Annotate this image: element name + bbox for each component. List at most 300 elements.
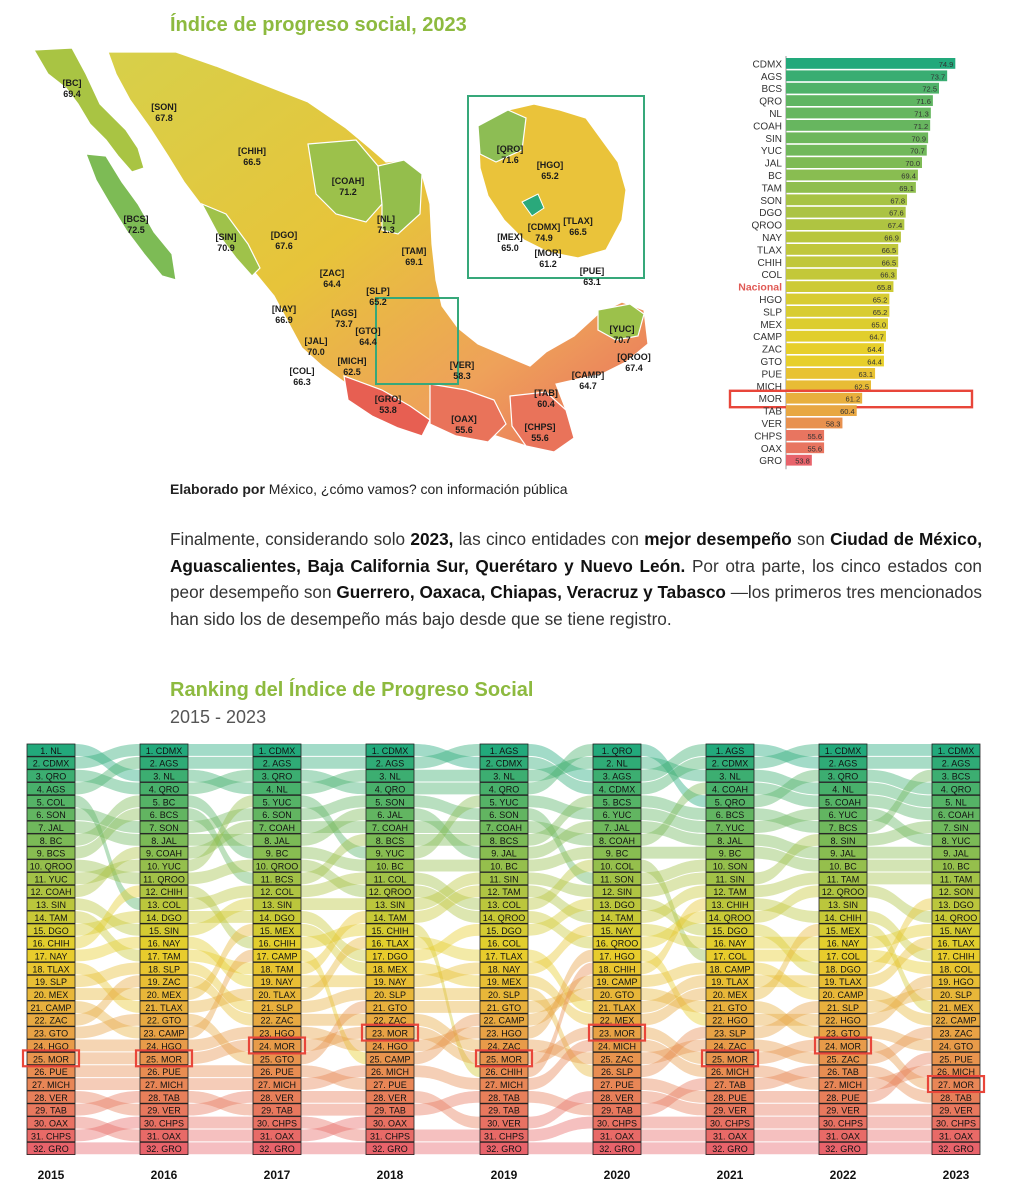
rank-cell-label: 26. PUE xyxy=(260,1067,294,1078)
bar-value-label: 65.2 xyxy=(872,307,888,317)
map-label xyxy=(377,214,395,235)
bar-value-label: 63.1 xyxy=(858,369,874,379)
rank-flow-band xyxy=(414,988,480,1000)
rank-cell-label: 11. QROO xyxy=(143,874,185,885)
rank-cell-label: 19. NAY xyxy=(373,977,407,988)
rank-cell-label: 2. AGS xyxy=(828,758,858,769)
rank-cell-label: 19. ZAC xyxy=(147,977,181,988)
rank-cell-label: 6. SON xyxy=(262,810,292,821)
bar-category-label: OAX xyxy=(760,443,782,455)
rank-cell-label: 15. MEX xyxy=(259,925,295,936)
rank-flow-band xyxy=(414,860,480,872)
rank-cell-label: 7. SIN xyxy=(943,822,969,833)
bar-category-label: AGS xyxy=(760,71,782,83)
rank-cell-label: 19. HGO xyxy=(938,977,974,988)
rank-cell-label: 4. CDMX xyxy=(598,784,636,795)
rank-cell-label: 21. TLAX xyxy=(598,1002,636,1013)
bar-category-label: Nacional xyxy=(738,281,782,294)
rank-cell-label: 20. MEX xyxy=(712,990,748,1000)
rank-flow-band xyxy=(414,1001,480,1013)
rank-cell-label: 7. COAH xyxy=(258,822,296,833)
rank-cell-label: 21. SLP xyxy=(260,1002,294,1013)
rank-cell-label: 13. SIN xyxy=(35,900,67,911)
rank-cell-label: 22. MEX xyxy=(599,1015,635,1026)
rank-cell-label: 2. AGS xyxy=(941,758,971,769)
rank-flow-band xyxy=(867,860,932,872)
map-label-code: [SLP] xyxy=(366,286,390,296)
rank-cell-label: 32. GRO xyxy=(146,1144,182,1155)
map-label-code: [VER] xyxy=(449,360,475,370)
rank-cell-label: 3. NL xyxy=(719,771,741,782)
rank-flow-band xyxy=(754,1091,819,1103)
rank-cell-label: 18. DGO xyxy=(825,964,861,975)
map-label xyxy=(580,266,605,287)
rank-cell-label: 13. SIN xyxy=(261,900,293,911)
map-label xyxy=(63,78,82,99)
rank-cell-label: 24. ZAC xyxy=(713,1041,747,1052)
bar-value-label: 64.4 xyxy=(867,345,882,355)
rank-cell-label: 9. JAL xyxy=(943,848,969,859)
rank-cell-label: 32. GRO xyxy=(938,1144,974,1155)
map-label-code: [QROO] xyxy=(617,352,651,362)
bar xyxy=(786,120,930,131)
rank-cell-label: 28. VER xyxy=(260,1092,294,1103)
bar-value-label: 65.8 xyxy=(876,283,892,293)
map-label-value: 61.2 xyxy=(539,259,557,269)
map-label-value: 67.8 xyxy=(155,113,173,123)
rank-cell-label: 12. TAM xyxy=(713,887,747,898)
rank-cell-label: 16. NAY xyxy=(713,938,747,949)
rank-cell-label: 5. YUC xyxy=(262,797,292,808)
bar-category-label: HGO xyxy=(759,295,782,306)
rank-cell-label: 23. GTO xyxy=(33,1028,69,1039)
rank-cell-label: 1. QRO xyxy=(601,745,633,756)
rank-cell-label: 19. CAMP xyxy=(596,977,638,988)
rank-cell-label: 10. COL xyxy=(600,861,634,872)
rank-cell-label: 7. BCS xyxy=(828,822,858,833)
rank-cell-label: 23. MOR xyxy=(371,1028,409,1039)
rank-flow-band xyxy=(641,1130,706,1142)
mexico-map xyxy=(26,44,666,474)
rank-cell-label: 24. MOR xyxy=(824,1041,862,1052)
rank-flow-band xyxy=(867,744,932,756)
rank-cell-label: 27. MICH xyxy=(484,1079,524,1090)
map-label xyxy=(450,360,475,381)
map-label-value: 53.8 xyxy=(379,405,397,415)
rank-cell-label: 28. PUE xyxy=(713,1092,747,1103)
rank-cell-label: 24. HGO xyxy=(33,1041,69,1052)
rank-flow-band xyxy=(301,1014,366,1026)
map-label-value: 58.3 xyxy=(453,371,471,381)
rank-cell-label: 32. GRO xyxy=(712,1144,748,1155)
rank-cell-label: 13. DGO xyxy=(599,900,635,911)
rank-cell-label: 20. TLAX xyxy=(258,990,296,1000)
rank-cell-label: 9. YUC xyxy=(375,848,405,859)
rank-cell-label: 32. GRO xyxy=(486,1144,522,1155)
paragraph-emphasis: Guerrero, Oaxaca, Chiapas, Veracruz y Tabasco xyxy=(336,582,726,603)
rank-cell-label: 6. YUC xyxy=(828,810,858,821)
rank-cell-label: 26. MICH xyxy=(936,1067,976,1078)
rank-cell-label: 30. CHPS xyxy=(709,1118,751,1129)
map-label-value: 70.9 xyxy=(217,243,235,253)
rank-cell-label: 6. JAL xyxy=(377,810,403,821)
rank-cell-label: 6. YUC xyxy=(602,810,632,821)
rank-cell-label: 1. AGS xyxy=(715,745,745,756)
bar-category-label: NL xyxy=(769,109,782,120)
rank-cell-label: 28. TAB xyxy=(488,1092,520,1103)
map-label xyxy=(272,304,296,325)
rank-cell-label: 10. QROO xyxy=(255,861,299,872)
rank-cell-label: 25. ZAC xyxy=(826,1054,860,1065)
rank-cell-label: 2. CDMX xyxy=(32,758,70,769)
bar-category-label: GTO xyxy=(760,357,782,368)
rank-cell-label: 26. MICH xyxy=(710,1067,750,1078)
rank-cell-label: 5. BC xyxy=(152,797,176,808)
rank-cell-label: 2. AGS xyxy=(375,758,405,769)
rank-cell-label: 8. BCS xyxy=(489,835,519,846)
rank-cell-label: 26. TAB xyxy=(827,1067,859,1078)
rank-cell-label: 13. COL xyxy=(487,900,521,911)
bar xyxy=(786,70,947,81)
credit-bold: Elaborado por xyxy=(170,481,265,497)
rank-cell-label: 2. AGS xyxy=(262,758,292,769)
rank-cell-label: 5. SON xyxy=(375,797,405,808)
rank-cell-label: 9. BC xyxy=(265,848,289,859)
paragraph-emphasis: Ciudad de México, Aguascalientes, Baja California Sur, Querétaro y Nuevo León. xyxy=(170,529,982,576)
rank-cell-label: 27. MICH xyxy=(144,1079,184,1090)
rank-cell-label: 27. MOR xyxy=(937,1079,975,1090)
map-label-value: 71.3 xyxy=(377,225,395,235)
map-label xyxy=(320,268,345,289)
rank-cell-label: 4. QRO xyxy=(940,784,972,795)
rank-cell-label: 31. OAX xyxy=(259,1131,295,1142)
bar-value-label: 67.6 xyxy=(889,208,904,218)
rank-flow-band xyxy=(188,1078,253,1090)
rank-cell-label: 27. TAB xyxy=(714,1079,746,1090)
map-label-code: [BC] xyxy=(62,78,82,88)
bar-value-label: 60.4 xyxy=(840,407,855,417)
rank-cell-label: 10. YUC xyxy=(147,861,181,872)
rank-flow-band xyxy=(414,834,480,846)
rank-flow-band xyxy=(301,757,366,769)
rank-cell-label: 18. NAY xyxy=(487,964,521,975)
rank-cell-label: 16. TLAX xyxy=(371,938,409,949)
rank-flow-band xyxy=(641,1117,706,1129)
rank-flow-band xyxy=(641,1142,706,1154)
rank-cell-label: 17. NAY xyxy=(34,951,68,962)
rank-cell-label: 22. ZAC xyxy=(373,1015,407,1026)
rank-flow-band xyxy=(867,757,932,769)
rank-cell-label: 21. GTO xyxy=(486,1002,522,1013)
rank-cell-label: 25. CAMP xyxy=(369,1054,411,1065)
paragraph-emphasis: mejor desempeño xyxy=(644,529,792,549)
rank-cell-label: 23. GTO xyxy=(825,1028,861,1039)
rank-cell-label: 4. AGS xyxy=(36,784,66,795)
rank-cell-label: 17. DGO xyxy=(372,951,408,962)
map-title: Índice de progreso social, 2023 xyxy=(170,14,467,36)
rank-cell-label: 18. COL xyxy=(939,964,973,975)
rank-cell-label: 4. NL xyxy=(832,784,854,795)
rank-cell-label: 16. QROO xyxy=(595,938,639,949)
map-label-value: 55.6 xyxy=(455,425,473,435)
rank-cell-label: 2. AGS xyxy=(149,758,179,769)
rank-cell-label: 10. BC xyxy=(490,861,518,872)
rank-flow-band xyxy=(301,898,366,910)
rank-cell-label: 1. CDMX xyxy=(937,745,975,756)
map-label-code: [HGO] xyxy=(536,160,564,170)
rank-cell-label: 22. CAMP xyxy=(935,1015,977,1026)
rank-cell-label: 6. BCS xyxy=(149,810,179,821)
ranking-bump-chart xyxy=(0,736,1022,1188)
map-label xyxy=(305,336,328,357)
rank-cell-label: 7. SON xyxy=(149,822,179,833)
bar-category-label: GRO xyxy=(759,456,782,468)
rank-flow-band xyxy=(867,1142,932,1154)
rank-cell-label: 2. NL xyxy=(606,758,628,769)
bar-category-label: COL xyxy=(761,270,782,282)
rank-cell-label: 31. CHPS xyxy=(30,1131,72,1142)
index-bar-chart xyxy=(720,50,990,490)
rank-cell-label: 18. TAM xyxy=(260,964,294,975)
rank-flow-band xyxy=(188,1117,253,1129)
bar-category-label: NAY xyxy=(762,233,782,244)
rank-cell-label: 8. BCS xyxy=(375,835,405,846)
map-label-code: [CHIH] xyxy=(238,146,266,156)
map-label-code: [GTO] xyxy=(355,326,381,336)
rank-cell-label: 16. CHIH xyxy=(32,938,70,949)
rank-flow-band xyxy=(188,1142,253,1154)
bar-value-label: 65.2 xyxy=(872,295,888,305)
bar xyxy=(786,157,922,168)
rank-cell-label: 26. SLP xyxy=(600,1067,634,1078)
map-label-value: 55.6 xyxy=(531,433,549,443)
map-label-value: 62.5 xyxy=(343,367,361,377)
rank-flow-band xyxy=(301,1091,366,1103)
rank-cell-label: 27. PUE xyxy=(373,1079,407,1090)
rank-cell-label: 22. GTO xyxy=(146,1015,182,1026)
rank-cell-label: 17. CHIH xyxy=(937,951,975,962)
rank-year-label: 2017 xyxy=(263,1168,291,1183)
map-label-value: 70.7 xyxy=(613,335,631,345)
bar-category-label: MOR xyxy=(758,394,782,406)
rank-cell-label: 24. MOR xyxy=(258,1041,296,1052)
rank-cell-label: 12. QROO xyxy=(368,887,412,898)
rank-cell-label: 15. CHIH xyxy=(371,925,409,936)
rank-flow-band xyxy=(754,1142,819,1154)
rank-cell-label: 21. CAMP xyxy=(30,1002,72,1013)
rank-cell-label: 17. HGO xyxy=(599,951,635,962)
map-label-value: 70.0 xyxy=(307,347,325,357)
rank-cell-label: 5. COAH xyxy=(824,797,862,808)
rank-cell-label: 25. GTO xyxy=(259,1054,295,1065)
rank-year-label: 2015 xyxy=(37,1168,65,1183)
rank-cell-label: 21. GTO xyxy=(712,1002,748,1013)
rank-cell-label: 31. CHPS xyxy=(369,1131,411,1142)
map-label-value: 73.7 xyxy=(335,319,353,329)
rank-cell-label: 30. CHPS xyxy=(256,1118,298,1129)
rank-cell-label: 23. HGO xyxy=(259,1028,295,1039)
rank-cell-label: 19. TLAX xyxy=(711,977,749,988)
rank-cell-label: 32. GRO xyxy=(33,1144,69,1155)
bar xyxy=(786,95,933,106)
rank-cell-label: 17. TLAX xyxy=(485,951,523,962)
rank-cell-label: 10. QROO xyxy=(29,861,73,872)
bar-category-label: COAH xyxy=(753,121,782,133)
bar-value-label: 62.5 xyxy=(854,382,869,392)
rank-cell-label: 29. TAB xyxy=(374,1105,406,1116)
rank-cell-label: 10. BC xyxy=(942,861,970,872)
paragraph-text: —los primeros tres mencionados han sido los de desempeño más bajo desde que se tiene registro. xyxy=(170,582,983,629)
bar xyxy=(786,132,928,143)
rank-cell-label: 22. HGO xyxy=(825,1015,861,1026)
rank-cell-label: 29. TAB xyxy=(261,1105,293,1116)
bar xyxy=(786,145,927,156)
rank-cell-label: 30. CHPS xyxy=(935,1118,977,1129)
rank-cell-label: 2. CDMX xyxy=(711,758,749,769)
rank-year-label: 2016 xyxy=(150,1168,178,1183)
rank-cell-label: 7. COAH xyxy=(371,822,409,833)
rank-cell-label: 10. BC xyxy=(829,861,857,872)
rank-cell-label: 20. SLP xyxy=(487,990,521,1000)
rank-cell-label: 16. COL xyxy=(487,938,521,949)
rank-flow-band xyxy=(75,1052,140,1064)
rank-cell-label: 26. PUE xyxy=(34,1067,68,1078)
rank-cell-label: 8. JAL xyxy=(717,835,743,846)
rank-cell-label: 28. VER xyxy=(600,1092,634,1103)
rank-cell-label: 25. MOR xyxy=(485,1054,523,1065)
bar-value-label: 61.2 xyxy=(845,394,861,404)
rank-cell-label: 6. SON xyxy=(36,810,66,821)
bar-value-label: 53.8 xyxy=(795,456,810,466)
bar xyxy=(786,83,939,94)
rank-cell-label: 11. YUC xyxy=(34,874,68,885)
bar-value-label: 71.6 xyxy=(916,97,931,107)
rank-cell-label: 3. QRO xyxy=(261,771,293,782)
paragraph-text: Finalmente, considerando solo xyxy=(170,529,411,549)
rank-cell-label: 16. NAY xyxy=(826,938,860,949)
rank-cell-label: 29. VER xyxy=(939,1105,973,1116)
rank-cell-label: 20. SLP xyxy=(373,990,407,1000)
map-label-code: [QRO] xyxy=(496,144,524,154)
map-label-code: [AGS] xyxy=(331,308,357,318)
rank-cell-label: 4. NL xyxy=(266,784,288,795)
rank-cell-label: 14. TAM xyxy=(600,912,634,923)
rank-flow-band xyxy=(301,975,366,987)
bar-category-label: TAB xyxy=(763,406,782,418)
rank-cell-label: 17. COL xyxy=(713,951,747,962)
rank-cell-label: 21. TLAX xyxy=(145,1002,183,1013)
credit-line xyxy=(170,481,568,497)
map-label-value: 72.5 xyxy=(127,225,145,235)
rank-column xyxy=(23,744,79,1182)
rank-cell-label: 11. BCS xyxy=(260,874,294,885)
rank-cell-label: 12. SON xyxy=(938,887,974,898)
map-label-code: [NL] xyxy=(377,214,395,224)
rank-cell-label: 3. NL xyxy=(493,771,515,782)
bar xyxy=(786,207,906,218)
rank-cell-label: 10. BC xyxy=(376,861,404,872)
rank-cell-label: 25. MOR xyxy=(711,1054,749,1065)
rank-cell-label: 7. YUC xyxy=(715,822,745,833)
bar xyxy=(786,58,955,69)
rank-flow-band xyxy=(754,1117,819,1129)
rank-cell-label: 18. SLP xyxy=(147,964,181,975)
rank-cell-label: 29. VER xyxy=(826,1105,860,1116)
rank-year-label: 2021 xyxy=(716,1168,744,1183)
rank-flow-band xyxy=(188,1130,253,1142)
bar-category-label: CAMP xyxy=(753,332,782,344)
rank-cell-label: 8. COAH xyxy=(598,835,636,846)
rank-flow-band xyxy=(188,1065,253,1077)
bar xyxy=(786,182,916,193)
rank-cell-label: 14. TAM xyxy=(373,912,407,923)
rank-cell-label: 28. VER xyxy=(34,1092,68,1103)
rank-cell-label: 17. TAM xyxy=(147,951,181,962)
rank-cell-label: 30. OAX xyxy=(33,1118,69,1129)
bar-value-label: 73.7 xyxy=(930,72,946,82)
bar-value-label: 58.3 xyxy=(825,419,841,429)
map-label-value: 67.4 xyxy=(625,363,643,373)
bar-value-label: 69.1 xyxy=(899,183,914,193)
rank-cell-label: 19. MEX xyxy=(486,977,522,988)
rank-cell-label: 18. CAMP xyxy=(709,964,751,975)
bar-category-label: YUC xyxy=(760,146,782,158)
bar-value-label: 66.5 xyxy=(881,258,897,268)
rank-cell-label: 14. CHIH xyxy=(824,912,862,923)
map-label-value: 67.6 xyxy=(275,241,293,251)
map-label-value: 64.4 xyxy=(359,337,377,347)
bar-category-label: TAM xyxy=(761,183,782,195)
map-label-value: 74.9 xyxy=(535,233,553,243)
bar-value-label: 72.5 xyxy=(922,84,937,94)
map-label-code: [COAH] xyxy=(331,176,365,186)
paragraph-text: las cinco entidades con xyxy=(453,529,645,549)
bar xyxy=(786,194,907,205)
rank-cell-label: 3. QRO xyxy=(827,771,859,782)
bar-value-label: 55.6 xyxy=(807,431,823,441)
rank-cell-label: 20. SLP xyxy=(939,990,973,1000)
rank-flow-band xyxy=(867,1104,932,1116)
rank-cell-label: 30. VER xyxy=(487,1118,521,1129)
map-label-value: 65.2 xyxy=(541,171,559,181)
bar-category-label: QROO xyxy=(751,220,782,232)
rank-cell-label: 1. CDMX xyxy=(145,745,183,756)
rank-cell-label: 22. CAMP xyxy=(483,1015,525,1026)
rank-cell-label: 19. TLAX xyxy=(824,977,862,988)
bar-category-label: DGO xyxy=(759,208,782,220)
map-label-code: [BCS] xyxy=(123,214,149,224)
rank-cell-label: 23. CAMP xyxy=(143,1028,185,1039)
bar-value-label: 64.4 xyxy=(867,357,882,367)
rank-cell-label: 14. QROO xyxy=(934,912,978,923)
rank-cell-label: 28. PUE xyxy=(826,1092,860,1103)
rank-cell-label: 9. BC xyxy=(605,848,629,859)
map-label-code: [JAL] xyxy=(304,336,328,346)
rank-cell-label: 16. NAY xyxy=(147,938,181,949)
rank-cell-label: 9. BC xyxy=(718,848,742,859)
rank-flow-band xyxy=(414,770,480,782)
rank-cell-label: 14. TAM xyxy=(34,912,68,923)
rank-column xyxy=(476,744,532,1182)
rank-cell-label: 32. GRO xyxy=(599,1144,635,1155)
map-label xyxy=(366,286,390,307)
map-label-value: 64.4 xyxy=(323,279,341,289)
rank-flow-band xyxy=(867,873,932,885)
rank-cell-label: 15. DGO xyxy=(33,925,69,936)
rank-cell-label: 6. COAH xyxy=(937,810,975,821)
ranking-subtitle: 2015 - 2023 xyxy=(170,707,267,727)
rank-cell-label: 16. TLAX xyxy=(937,938,975,949)
